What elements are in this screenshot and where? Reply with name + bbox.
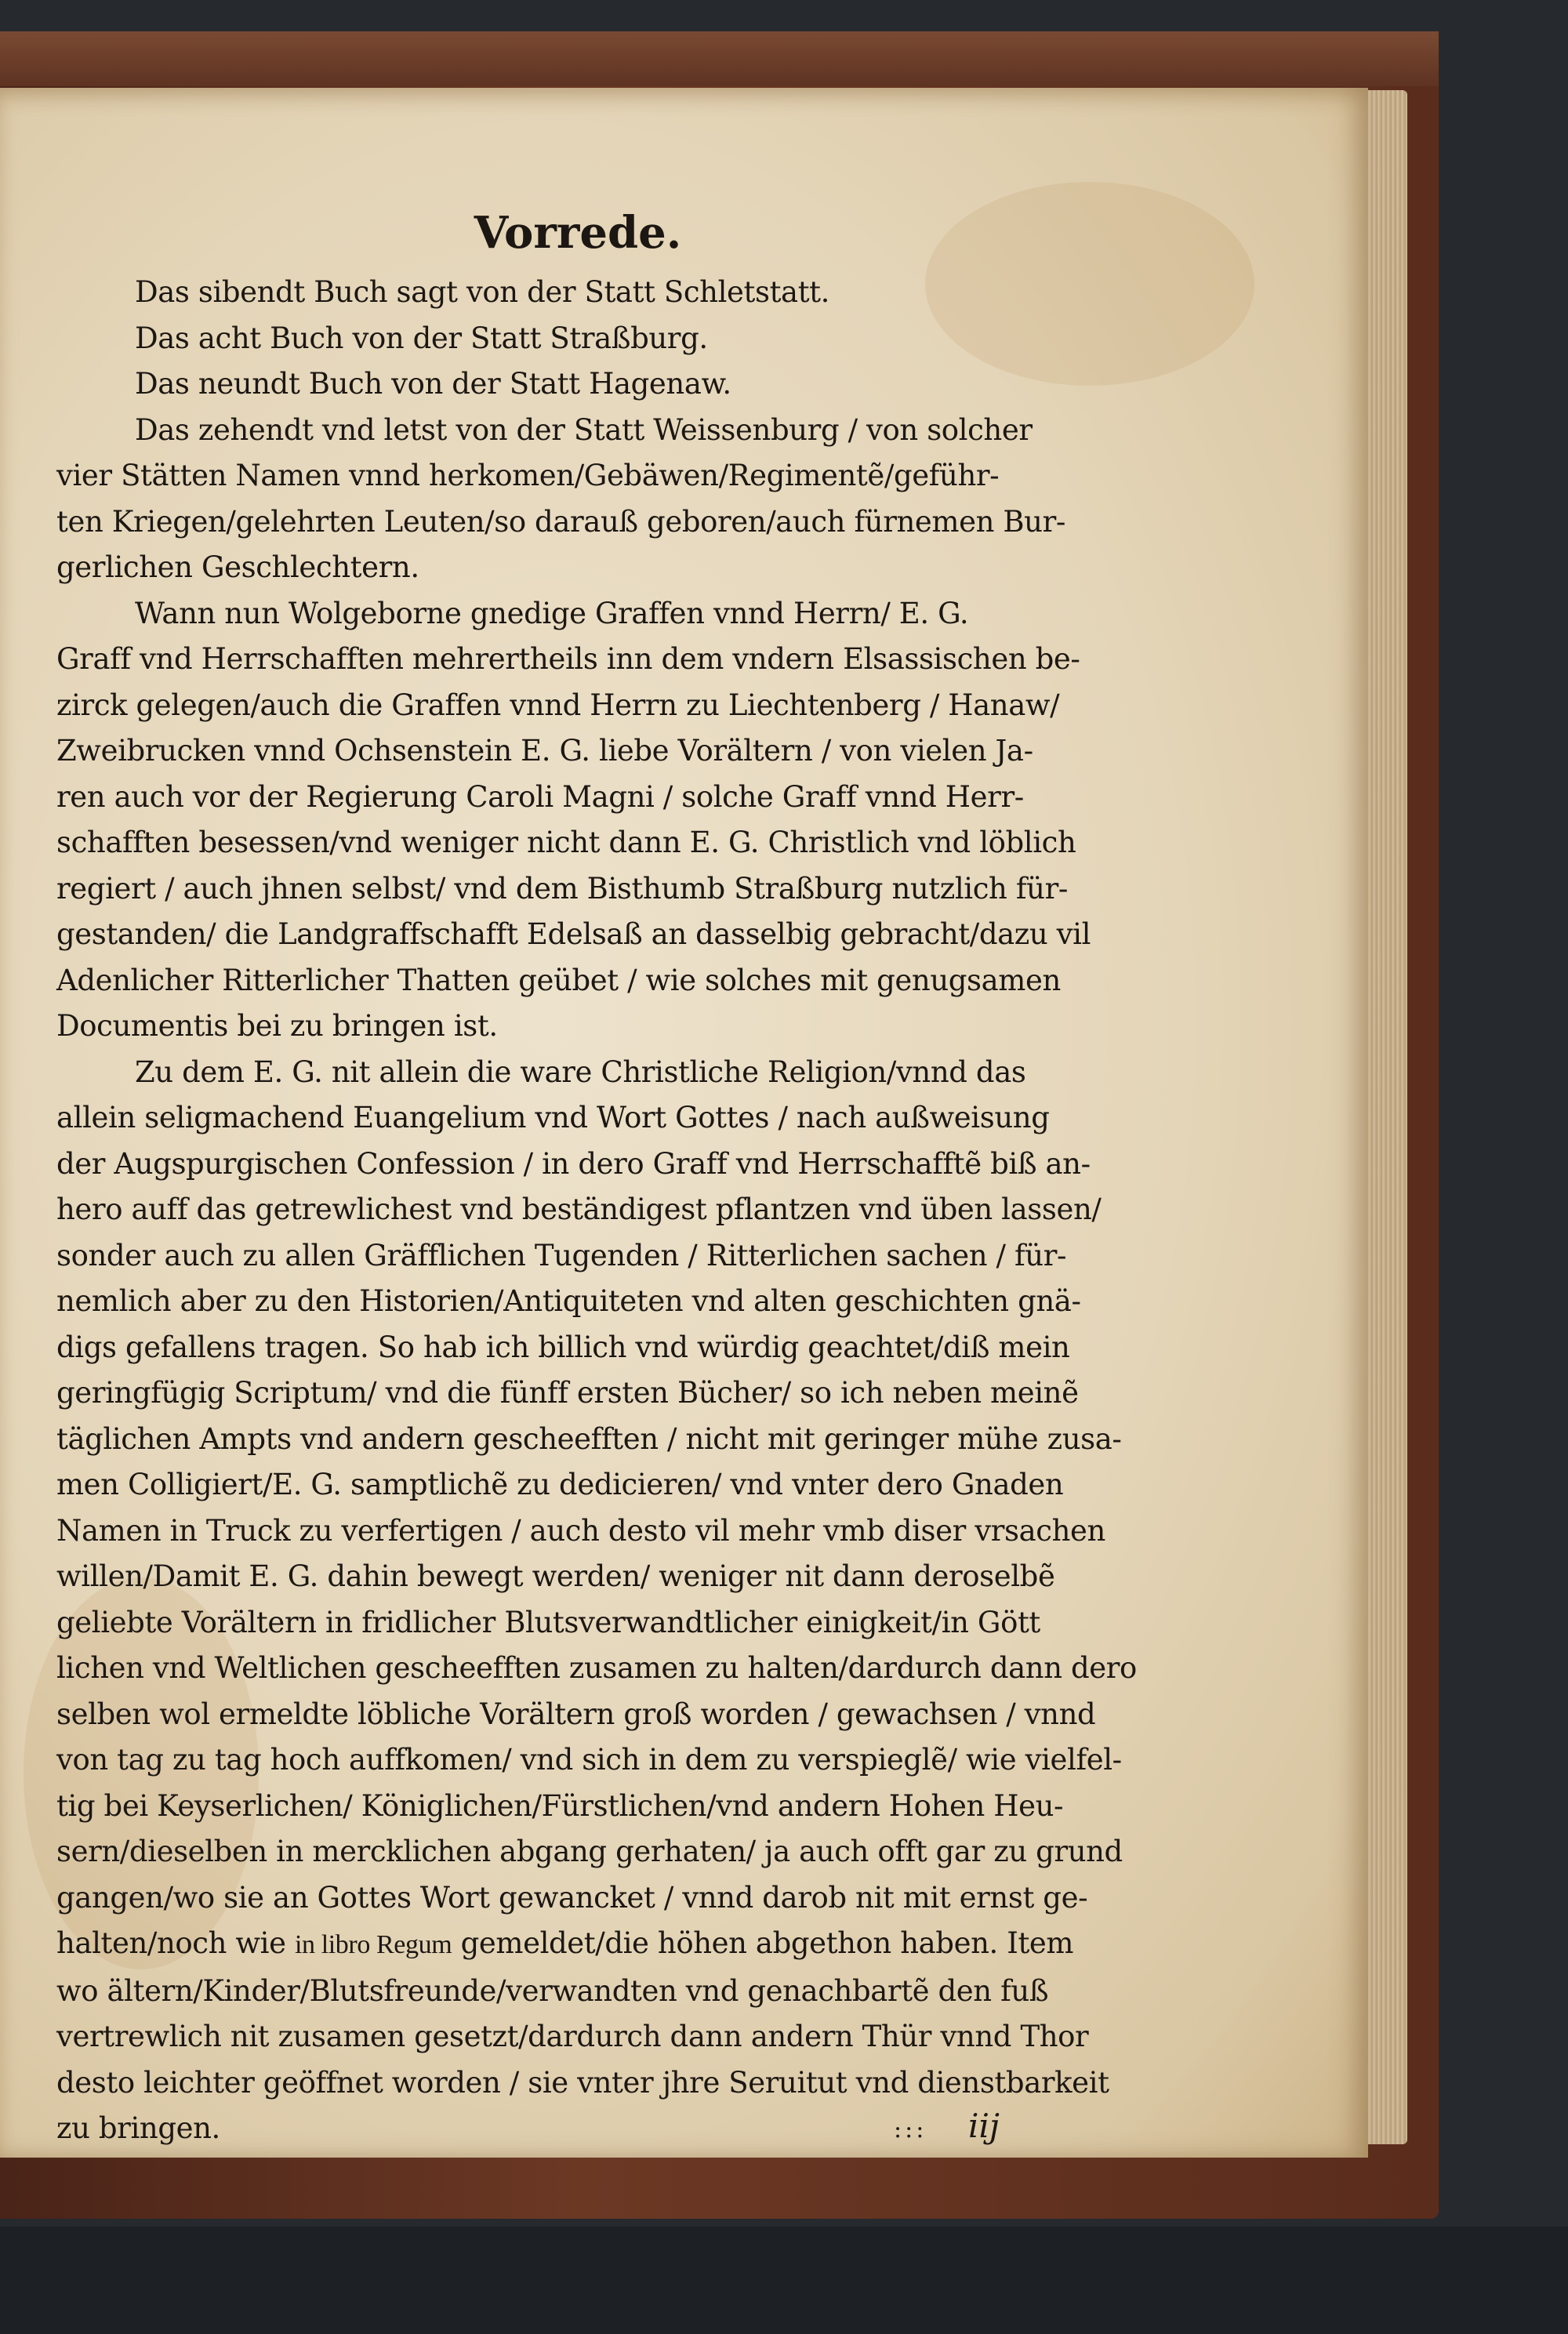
text-line: zu bringen. bbox=[56, 2111, 220, 2145]
text-line: digs gefallens tragen. So hab ich billich vnd würdig geachtet/diß mein bbox=[56, 1330, 1070, 1364]
text-line: geliebte Vorältern in fridlicher Blutsverwandtlicher einigkeit/in Gött bbox=[56, 1605, 1040, 1639]
text-line: sonder auch zu allen Gräfflichen Tugenden / Ritterlichen sachen / für- bbox=[56, 1238, 1067, 1272]
text-line-start: halten/noch wie bbox=[56, 1926, 295, 1960]
text-line: willen/Damit E. G. dahin bewegt werden/ weniger nit dann deroselbẽ bbox=[56, 1559, 1055, 1593]
text-line: wo ältern/Kinder/Blutsfreunde/verwandten vnd genachbartẽ den fuß bbox=[56, 1973, 1049, 2008]
text-line bbox=[56, 1921, 1099, 1969]
text-line: tig bei Keyserlichen/ Königlichen/Fürstlichen/vnd andern Hohen Heu- bbox=[56, 1788, 1064, 1823]
text-line: allein seligmachend Euangelium vnd Wort Gottes / nach außweisung bbox=[56, 1101, 1050, 1134]
text-line: Zweibrucken vnnd Ochsenstein E. G. liebe Vorältern / von vielen Ja- bbox=[56, 734, 1033, 768]
text-line: schafften besessen/vnd weniger nicht dann E. G. Christlich vnd löblich bbox=[56, 826, 1076, 859]
text-line: Das sibendt Buch sagt von der Statt Schletstatt. bbox=[135, 275, 829, 309]
book-cover-top-edge bbox=[0, 31, 1439, 86]
text-line: gestanden/ die Landgraffschafft Edelsaß an dasselbig gebracht/dazu vil bbox=[56, 917, 1091, 951]
text-line: desto leichter geöffnet worden / sie vnter jhre Seruitut vnd dienstbarkeit bbox=[56, 2065, 1109, 2100]
text-line: täglichen Ampts vnd andern gescheefften / nicht mit geringer mühe zusa- bbox=[56, 1421, 1122, 1456]
text-line: gerlichen Geschlechtern. bbox=[56, 550, 419, 584]
text-line: ren auch vor der Regierung Caroli Magni / solche Graff vnnd Herr- bbox=[56, 779, 1024, 814]
text-line: selben wol ermeldte löbliche Vorältern groß worden / gewachsen / vnnd bbox=[56, 1697, 1096, 1731]
text-line: Documentis bei zu bringen ist. bbox=[56, 1009, 498, 1043]
page-number: iij bbox=[968, 2107, 1000, 2145]
book-page bbox=[0, 88, 1368, 2158]
text-line: Das neundt Buch von der Statt Hagenaw. bbox=[135, 367, 731, 401]
text-line: zirck gelegen/auch die Graffen vnnd Herrn zu Liechtenberg / Hanaw/ bbox=[56, 688, 1060, 722]
text-line: Graff vnd Herrschafften mehrertheils inn dem vndern Elsassischen be- bbox=[56, 642, 1080, 676]
table-surface bbox=[0, 2227, 1568, 2334]
text-line: von tag zu tag hoch auffkomen/ vnd sich in dem zu verspieglẽ/ wie vielfel- bbox=[56, 1743, 1122, 1777]
text-line: nemlich aber zu den Historien/Antiquiteten vnd alten geschichten gnä- bbox=[56, 1284, 1081, 1318]
text-line: hero auff das getrewlichest vnd beständigest pflantzen vnd üben lassen/ bbox=[56, 1192, 1102, 1226]
text-line: der Augspurgischen Confession / in dero Graff vnd Herrschafftẽ biß an- bbox=[56, 1146, 1091, 1181]
text-line: ten Kriegen/gelehrten Leuten/so darauß geboren/auch fürnemen Bur- bbox=[56, 504, 1065, 539]
text-line: geringfügig Scriptum/ vnd die fünff ersten Bücher/ so ich neben meinẽ bbox=[56, 1376, 1079, 1410]
page-footer bbox=[894, 2107, 1000, 2145]
page-heading: Vorrede. bbox=[474, 207, 682, 259]
text-line: sern/dieselben in mercklichen abgang gerhaten/ ja auch offt gar zu grund bbox=[56, 1835, 1123, 1868]
page-text bbox=[56, 198, 1137, 2152]
text-line: men Colligiert/E. G. samptlichẽ zu dedicieren/ vnd vnter dero Gnaden bbox=[56, 1468, 1064, 1501]
latin-phrase: in libro Regum bbox=[294, 1930, 452, 1959]
signature-mark: ::: bbox=[894, 2116, 927, 2143]
text-line: lichen vnd Weltlichen gescheefften zusamen zu halten/dardurch dann dero bbox=[56, 1651, 1137, 1685]
text-line: Adenlicher Ritterlicher Thatten geübet / wie solches mit genugsamen bbox=[56, 963, 1061, 997]
text-line: vertrewlich nit zusamen gesetzt/dardurch dann andern Thür vnnd Thor bbox=[56, 2020, 1089, 2053]
text-line: gangen/wo sie an Gottes Wort gewancket / vnnd darob nit mit ernst ge- bbox=[56, 1880, 1088, 1915]
text-line: regiert / auch jhnen selbst/ vnd dem Bisthumb Straßburg nutzlich für- bbox=[56, 871, 1068, 906]
text-line: vier Stätten Namen vnnd herkomen/Gebäwen/Regimentẽ/geführ- bbox=[56, 459, 1000, 492]
text-line: Namen in Truck zu verfertigen / auch desto vil mehr vmb diser vrsachen bbox=[56, 1513, 1105, 1548]
text-line: Wann nun Wolgeborne gnedige Graffen vnnd Herrn/ E. G. bbox=[135, 596, 969, 630]
text-line: Das acht Buch von der Statt Straßburg. bbox=[135, 321, 708, 355]
text-line-end: gemeldet/die höhen abgethon haben. Item bbox=[452, 1926, 1074, 1960]
text-line: Zu dem E. G. nit allein die ware Christliche Religion/vnnd das bbox=[135, 1054, 1026, 1089]
text-line: Das zehendt vnd letst von der Statt Weissenburg / von solcher bbox=[135, 412, 1033, 447]
